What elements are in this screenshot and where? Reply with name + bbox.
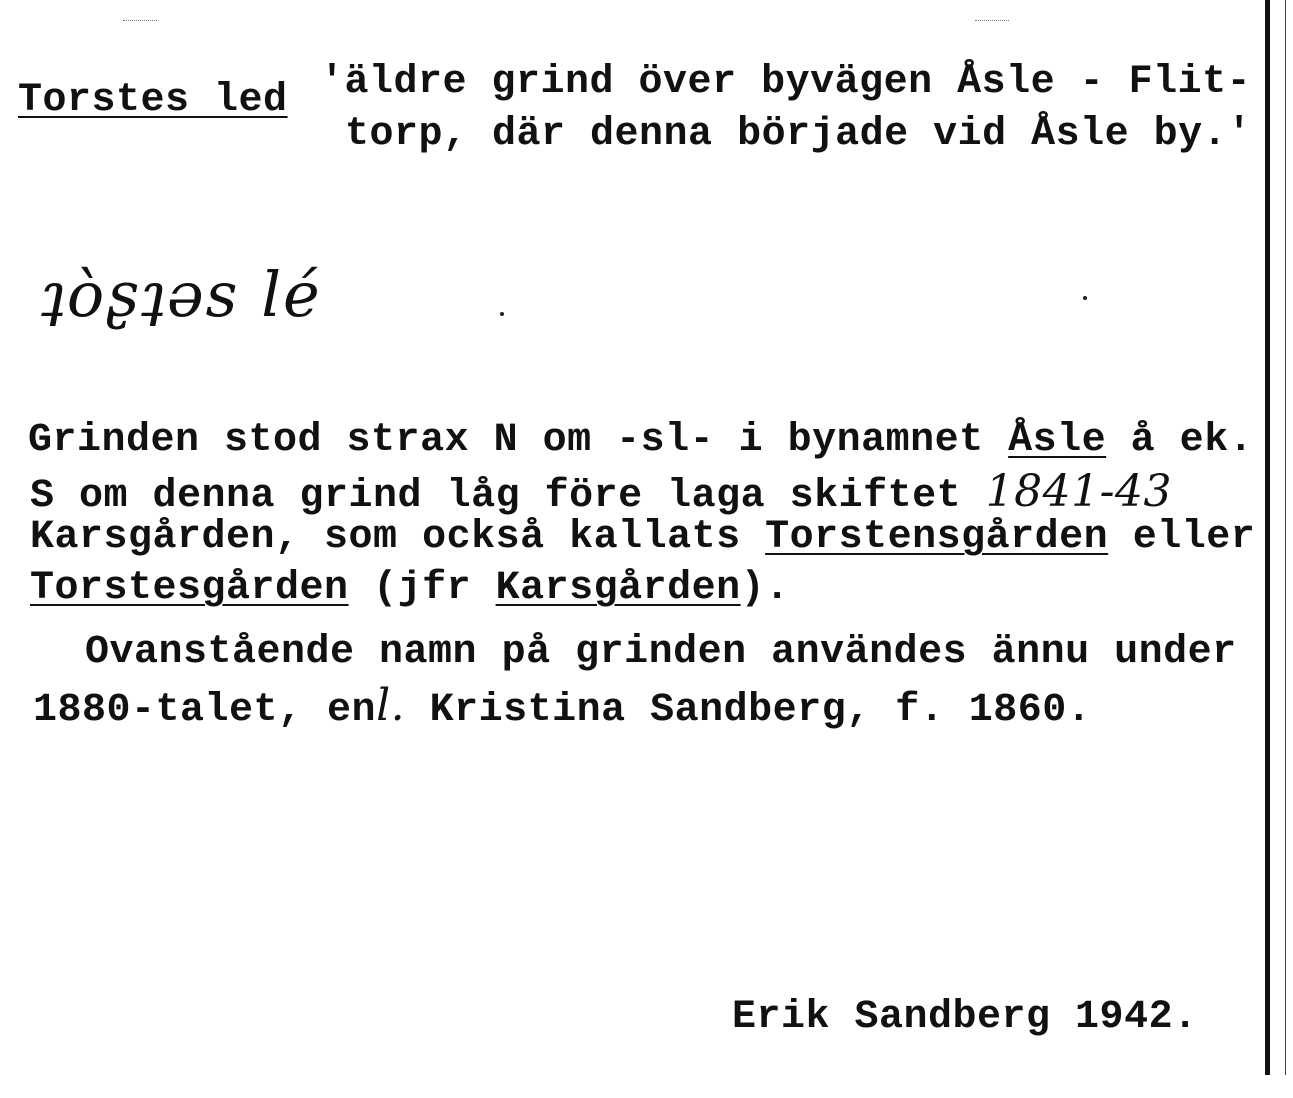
handwritten-years: 1841-43 — [985, 466, 1172, 517]
ref-asle: Åsle — [1008, 418, 1107, 463]
ref-torstensgarden: Torstensgården — [765, 515, 1109, 560]
body-line-5: Ovanstående namn på grinden användes ännu under — [85, 630, 1237, 675]
phonetic-transcription: ʇòʂʇəs lé — [40, 258, 322, 331]
card-right-edge-thin — [1285, 0, 1286, 1075]
scan-mark — [975, 20, 1009, 22]
scan-mark — [123, 20, 157, 22]
signature: Erik Sandberg 1942. — [732, 995, 1198, 1040]
body-line-4: Torstesgården (jfr Karsgården). — [30, 566, 790, 611]
definition-line-2: torp, där denna började vid Åsle by.' — [345, 112, 1252, 157]
ref-torstesgarden: Torstesgården — [30, 566, 349, 611]
phonetic-dot — [500, 312, 504, 316]
handwritten-abbrev: l. — [376, 680, 406, 731]
ref-karsgarden: Karsgården — [495, 566, 741, 611]
headword: Torstes led — [18, 78, 288, 123]
stray-mark — [1083, 296, 1087, 300]
body-line-2: S om denna grind låg före laga skiftet 1841-43 — [30, 466, 1172, 519]
body-line-1: Grinden stod strax N om -sl- i bynamnet Åsle å ek. — [28, 418, 1254, 463]
body-line-3: Karsgården, som också kallats Torstensgården eller — [30, 515, 1256, 560]
body-line-6: 1880-talet, enl. Kristina Sandberg, f. 1860. — [33, 680, 1092, 733]
card-right-edge — [1265, 0, 1270, 1075]
definition-line-1: 'äldre grind över byvägen Åsle - Flit- — [320, 60, 1252, 105]
